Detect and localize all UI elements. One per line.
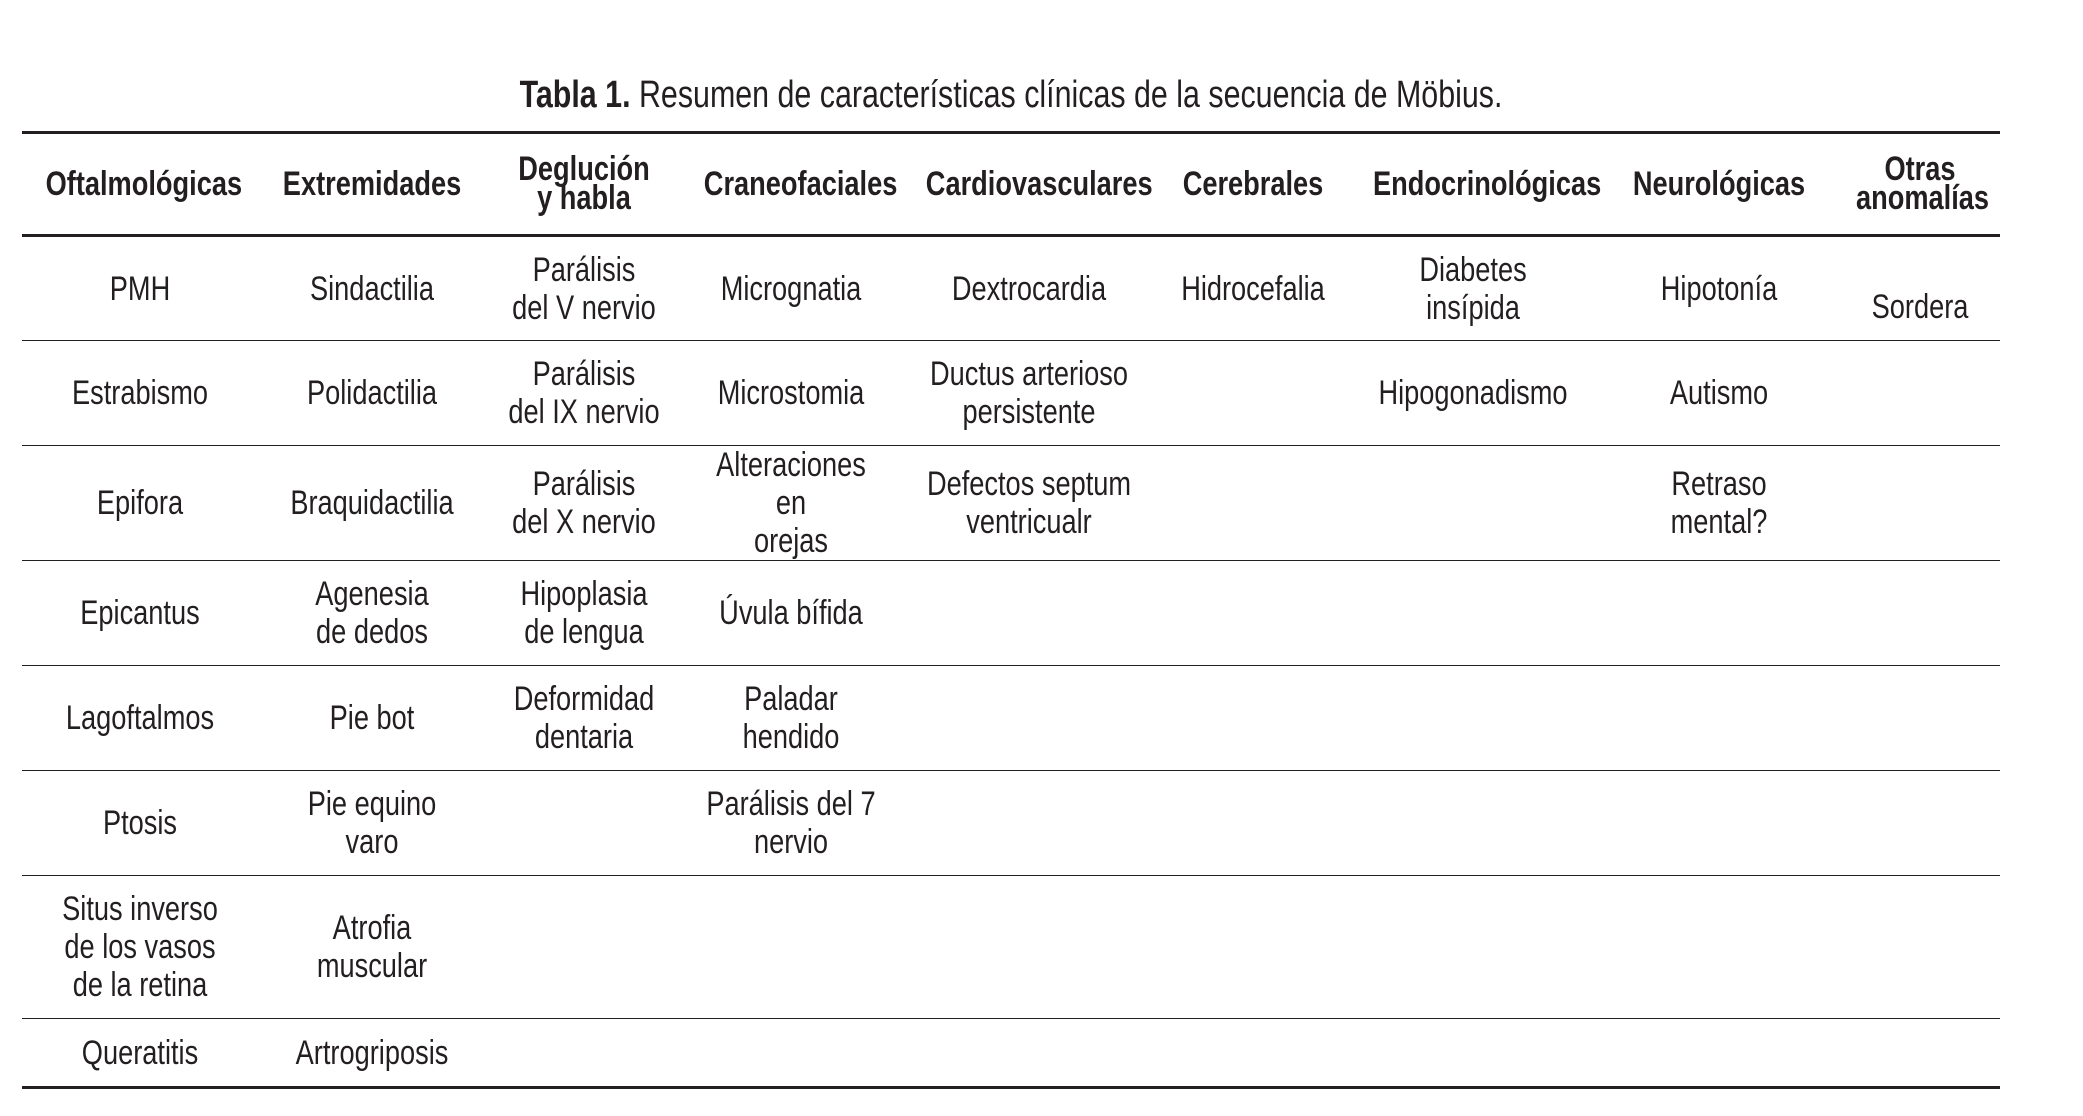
header-cell: Endocrinológicas xyxy=(1348,133,1598,236)
table-cell xyxy=(1598,876,1840,1019)
table-cell: Polidactilia xyxy=(258,341,486,446)
table-cell: Estrabismo xyxy=(22,341,258,446)
table-row xyxy=(22,561,2000,666)
table-cell: Retraso mental? xyxy=(1598,446,1840,561)
header-cell: Cerebrales xyxy=(1158,133,1348,236)
table-cell xyxy=(1348,876,1598,1019)
header-cell: Neurológicas xyxy=(1598,133,1840,236)
table-row xyxy=(22,771,2000,876)
table-cell xyxy=(1840,876,2000,1019)
table-cell: Epifora xyxy=(22,446,258,561)
table-cell xyxy=(1598,1019,1840,1088)
table-row xyxy=(22,876,2000,1019)
table-cell: Parálisis del IX nervio xyxy=(486,341,682,446)
header-cell: Oftalmológicas xyxy=(22,133,258,236)
table-cell xyxy=(1840,771,2000,876)
table-cell xyxy=(1158,666,1348,771)
table-cell xyxy=(486,771,682,876)
table-cell xyxy=(900,771,1158,876)
table-cell: Ductus arterioso persistente xyxy=(900,341,1158,446)
table-cell: Dextrocardia xyxy=(900,236,1158,341)
table-cell xyxy=(1598,561,1840,666)
table-cell: Diabetes insípida xyxy=(1348,236,1598,341)
table-cell xyxy=(1348,771,1598,876)
table-cell xyxy=(1158,1019,1348,1088)
table-cell: Alteraciones en orejas xyxy=(682,446,900,561)
table-cell: Agenesia de dedos xyxy=(258,561,486,666)
caption-text: Resumen de características clínicas de la secuencia de Möbius. xyxy=(630,74,1503,116)
table-cell xyxy=(1840,446,2000,561)
table-header-row xyxy=(22,133,2000,236)
table-cell: Lagoftalmos xyxy=(22,666,258,771)
table-cell: Hipogonadismo xyxy=(1348,341,1598,446)
table-cell: Hipoplasia de lengua xyxy=(486,561,682,666)
table-cell: Micrognatia xyxy=(682,236,900,341)
table-cell xyxy=(1158,561,1348,666)
table-cell xyxy=(900,1019,1158,1088)
table-cell: Artrogriposis xyxy=(258,1019,486,1088)
table-cell xyxy=(1840,1019,2000,1088)
table-cell: Defectos septum ventricualr xyxy=(900,446,1158,561)
table-cell xyxy=(1158,771,1348,876)
caption-label: Tabla 1. xyxy=(519,74,631,116)
table-cell xyxy=(1598,666,1840,771)
table-row xyxy=(22,666,2000,771)
table-cell: Braquidactilia xyxy=(258,446,486,561)
table-cell xyxy=(1158,341,1348,446)
table-row xyxy=(22,341,2000,446)
table-cell: PMH xyxy=(22,236,258,341)
table-cell xyxy=(486,1019,682,1088)
clinical-features-table xyxy=(22,131,2000,1089)
table-cell xyxy=(1348,666,1598,771)
table-cell: Deformidad dentaria xyxy=(486,666,682,771)
table-cell: Úvula bífida xyxy=(682,561,900,666)
table-cell xyxy=(1348,561,1598,666)
table-cell xyxy=(1348,1019,1598,1088)
table-cell xyxy=(1840,341,2000,446)
table-caption xyxy=(220,70,1802,120)
table-cell xyxy=(1598,771,1840,876)
table-cell xyxy=(900,666,1158,771)
table-cell: Hipotonía xyxy=(1598,236,1840,341)
table-cell: Atrofia muscular xyxy=(258,876,486,1019)
table-cell: Sordera xyxy=(1840,236,2000,341)
table-cell: Autismo xyxy=(1598,341,1840,446)
table-cell xyxy=(682,876,900,1019)
table-cell xyxy=(486,876,682,1019)
header-cell: Otras anomalías xyxy=(1840,133,2000,236)
table-cell: Paladar hendido xyxy=(682,666,900,771)
header-cell: Craneofaciales xyxy=(682,133,900,236)
table-cell: Epicantus xyxy=(22,561,258,666)
table-cell xyxy=(900,876,1158,1019)
table-cell: Hidrocefalia xyxy=(1158,236,1348,341)
table-cell: Pie bot xyxy=(258,666,486,771)
table-cell: Microstomia xyxy=(682,341,900,446)
header-cell: Cardiovasculares xyxy=(900,133,1158,236)
table-cell: Queratitis xyxy=(22,1019,258,1088)
table-row xyxy=(22,1019,2000,1088)
table-cell: Ptosis xyxy=(22,771,258,876)
table-container xyxy=(22,131,2000,1089)
table-cell: Situs inverso de los vasos de la retina xyxy=(22,876,258,1019)
table-cell: Sindactilia xyxy=(258,236,486,341)
table-cell xyxy=(1348,446,1598,561)
table-cell xyxy=(1158,446,1348,561)
table-cell xyxy=(682,1019,900,1088)
table-cell xyxy=(1158,876,1348,1019)
table-row xyxy=(22,446,2000,561)
table-cell: Pie equino varo xyxy=(258,771,486,876)
table-cell: Parálisis del X nervio xyxy=(486,446,682,561)
header-cell: Deglución y habla xyxy=(486,133,682,236)
table-cell: Parálisis del V nervio xyxy=(486,236,682,341)
table-cell xyxy=(1840,561,2000,666)
header-cell: Extremidades xyxy=(258,133,486,236)
table-row xyxy=(22,236,2000,341)
table-cell xyxy=(900,561,1158,666)
table-cell xyxy=(1840,666,2000,771)
table-cell: Parálisis del 7 nervio xyxy=(682,771,900,876)
